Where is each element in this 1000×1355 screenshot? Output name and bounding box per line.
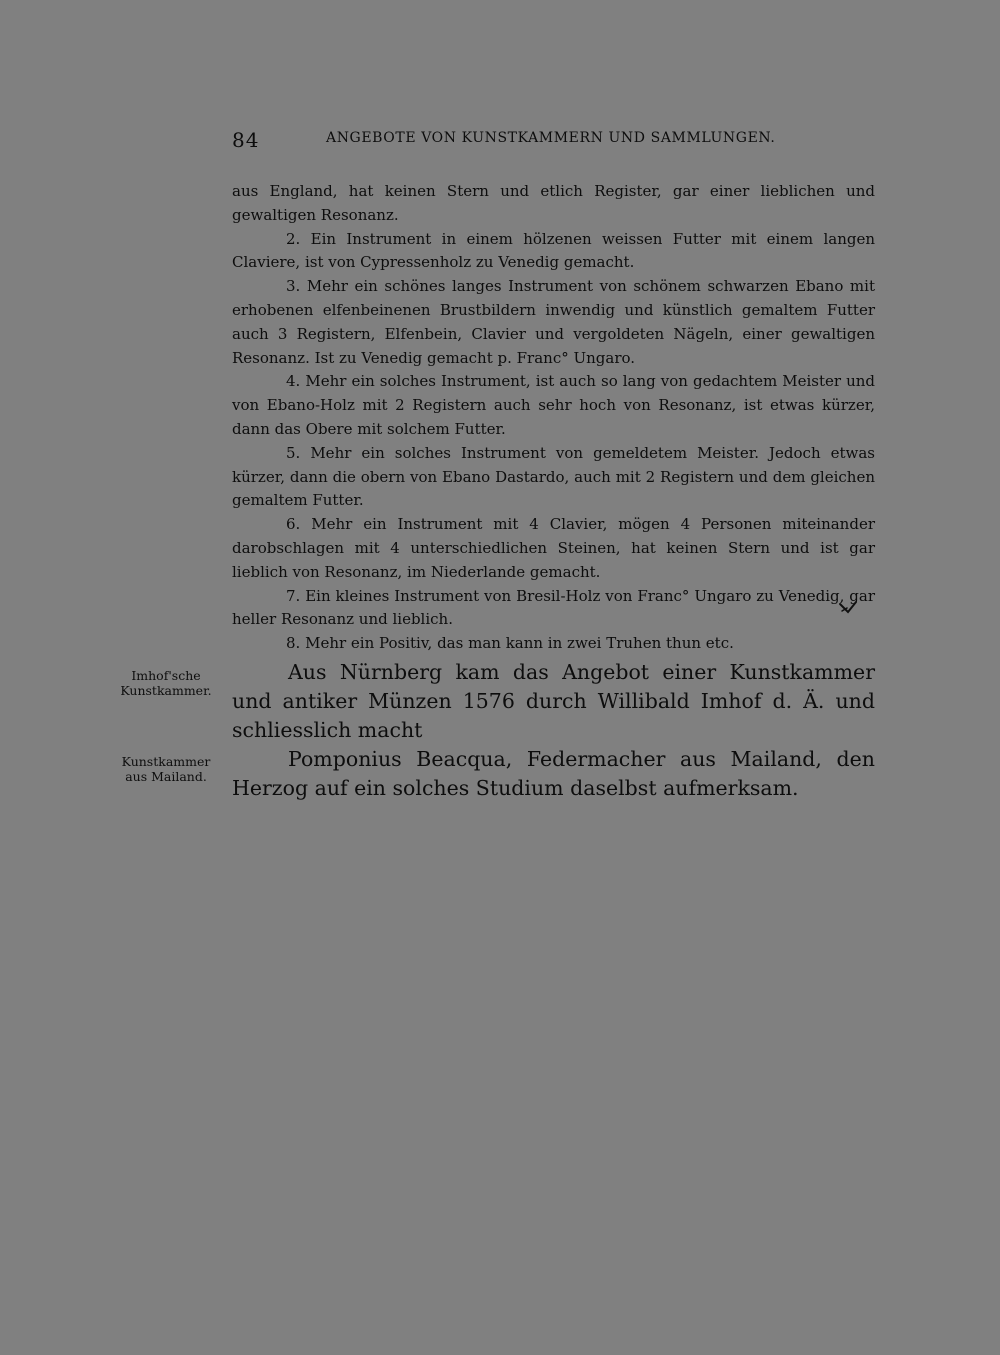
page-header bbox=[232, 128, 792, 154]
margin-note-mailand bbox=[110, 754, 222, 784]
margin-note-line: aus Mailand. bbox=[125, 769, 207, 784]
main-text bbox=[232, 658, 875, 803]
main-paragraph: Aus Nürnberg kam das Angebot einer Kunstkammer und antiker Münzen 1576 durch Willibald Imhof d. Ä. und schliesslich macht bbox=[232, 660, 875, 742]
inventory-item: 2. Ein Instrument in einem hölzenen weissen Futter mit einem langen Claviere, ist von Cypressenholz zu Venedig gemacht. bbox=[232, 229, 875, 272]
inventory-paragraph: aus England, hat keinen Stern und etlich Register, gar einer lieblichen und gewaltigen Resonanz. bbox=[232, 182, 875, 224]
running-title: ANGEBOTE VON KUNSTKAMMERN UND SAMMLUNGEN. bbox=[326, 130, 776, 146]
margin-note-line: Imhof'sche bbox=[131, 668, 201, 683]
inventory-list bbox=[232, 180, 875, 656]
inventory-item: 8. Mehr ein Positiv, das man kann in zwei Truhen thun etc. bbox=[286, 634, 734, 653]
inventory-item: 5. Mehr ein solches Instrument von gemeldetem Meister. Jedoch etwas kürzer, dann die obern von Ebano Dastardo, auch mit 2 Registern und dem gleichen gemaltem Futter. bbox=[232, 443, 875, 510]
margin-note-imhof bbox=[110, 668, 222, 698]
inventory-item: 7. Ein kleines Instrument von Bresil-Holz von Franc° Ungaro zu Venedig, gar heller Resonanz und lieblich. bbox=[232, 586, 875, 629]
inventory-item: 4. Mehr ein solches Instrument, ist auch so lang von gedachtem Meister und von Ebano-Holz mit 2 Registern auch sehr hoch von Resonanz, ist etwas kürzer, dann das Obere mit solchem Futter. bbox=[232, 372, 875, 438]
inventory-item: 3. Mehr ein schönes langes Instrument von schönem schwarzen Ebano mit erhobenen elfenbeinenen Brustbildern inwendig und künstlich gemaltem Futter auch 3 Registern, Elfenbein, Clavier und vergoldeten Nägeln, einer gewaltigen Resonanz. Ist zu Venedig gemacht p. Franc° Ungaro. bbox=[232, 277, 875, 367]
pen-mark-icon bbox=[838, 600, 858, 616]
inventory-item: 6. Mehr ein Instrument mit 4 Clavier, mögen 4 Personen miteinander darobschlagen mit 4 unterschiedlichen Steinen, hat keinen Stern und ist gar lieblich von Resonanz, im Niederlande gemacht. bbox=[232, 515, 875, 581]
main-paragraph: Pomponius Beacqua, Federmacher aus Mailand, den Herzog auf ein solches Studium daselbst aufmerksam. bbox=[232, 747, 875, 800]
margin-note-line: Kunstkammer. bbox=[120, 683, 212, 698]
page-number: 84 bbox=[232, 128, 260, 152]
margin-note-line: Kunstkammer bbox=[121, 754, 211, 769]
